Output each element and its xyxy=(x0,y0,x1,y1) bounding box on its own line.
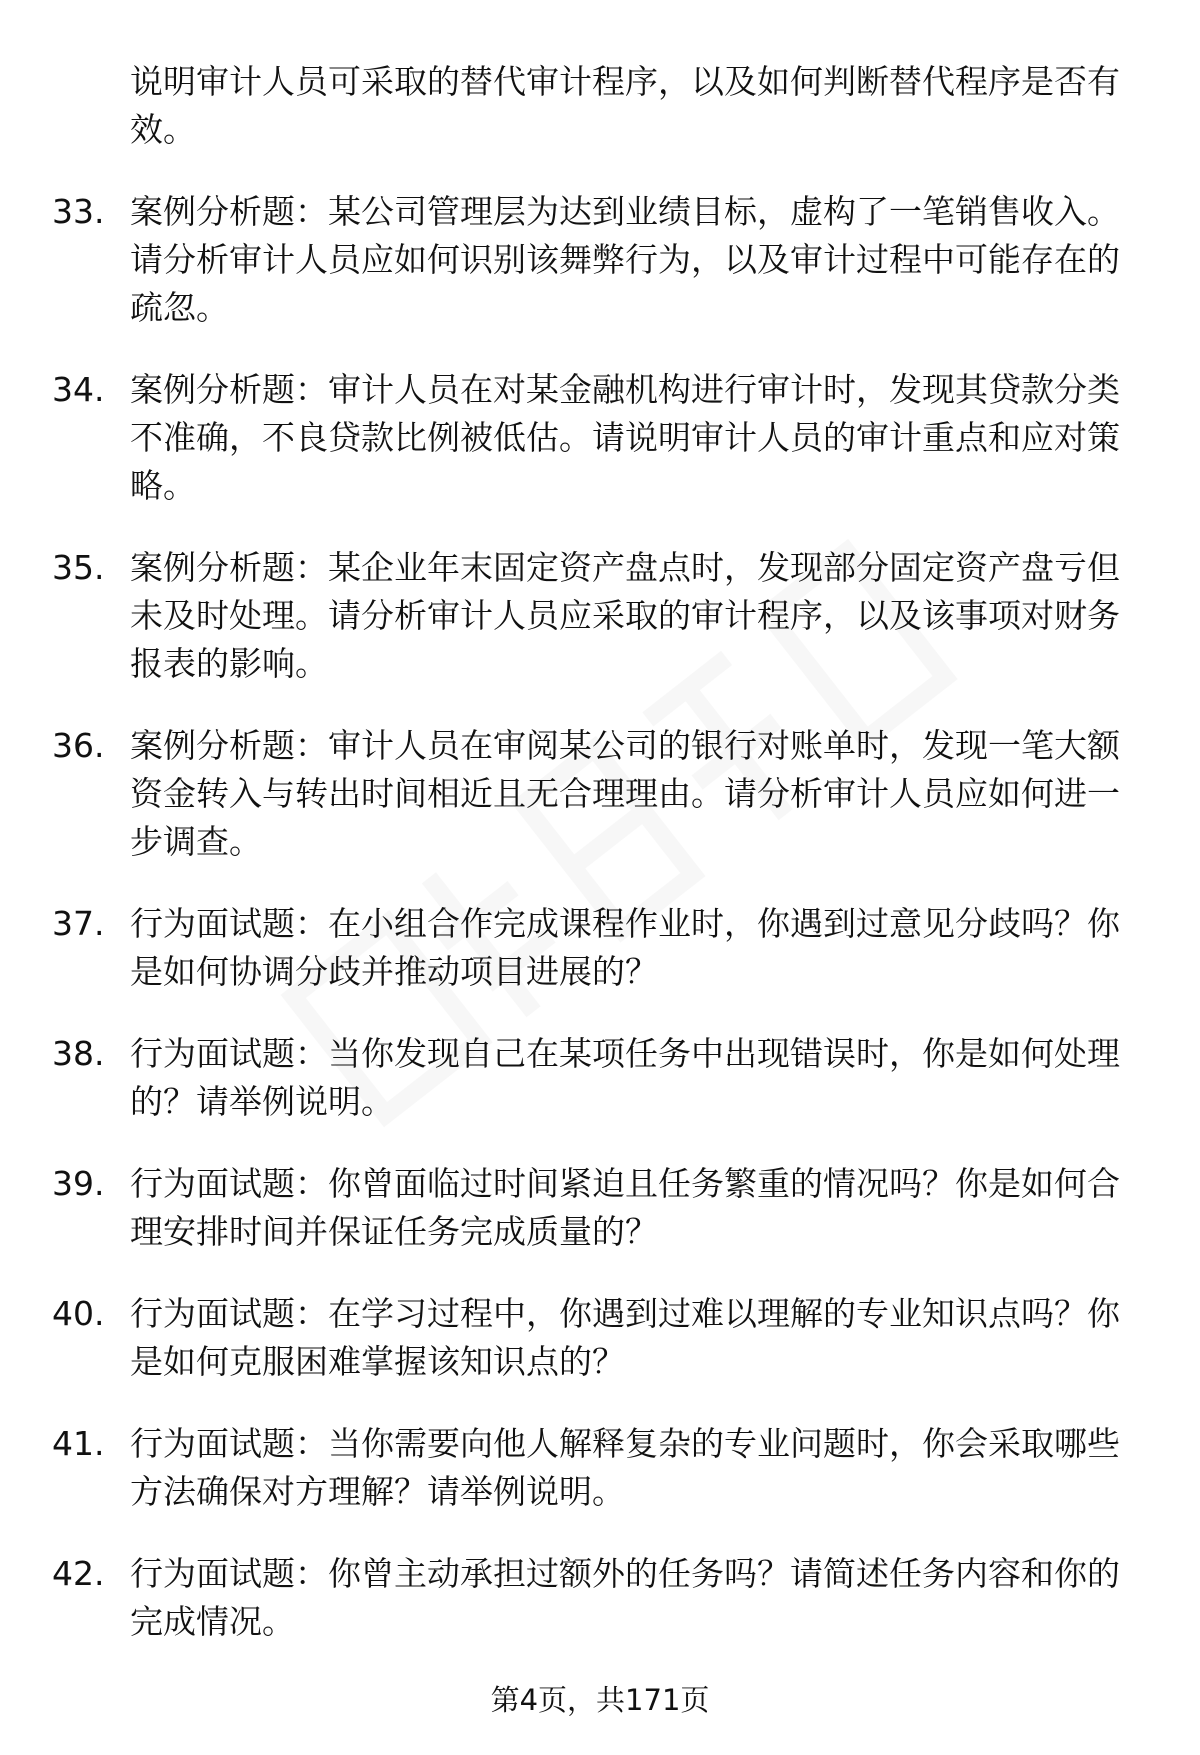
question-text: 案例分析题：某公司管理层为达到业绩目标，虚构了一笔销售收入。请分析审计人员应如何识别该舞弊行为，以及审计过程中可能存在的疏忽。 xyxy=(130,192,1120,327)
page-footer: 第4页，共171页 xyxy=(490,1683,710,1717)
question-text: 案例分析题：审计人员在对某金融机构进行审计时，发现其贷款分类不准确，不良贷款比例被低估。请说明审计人员的审计重点和应对策略。 xyxy=(130,370,1120,505)
question-item xyxy=(52,544,1142,688)
question-text: 案例分析题：审计人员在审阅某公司的银行对账单时，发现一笔大额资金转入与转出时间相近且无合理理由。请分析审计人员应如何进一步调查。 xyxy=(130,726,1120,861)
question-number: 42. xyxy=(52,1554,105,1593)
question-number: 41. xyxy=(52,1424,105,1463)
question-number: 34. xyxy=(52,370,105,409)
question-item xyxy=(52,188,1142,332)
question-list xyxy=(52,58,1142,1680)
question-item xyxy=(52,1550,1142,1646)
question-text: 行为面试题：当你需要向他人解释复杂的专业问题时，你会采取哪些方法确保对方理解？请举例说明。 xyxy=(130,1424,1120,1511)
question-item xyxy=(52,900,1142,996)
question-item xyxy=(52,366,1142,510)
question-number: 35. xyxy=(52,548,105,587)
question-text: 行为面试题：你曾主动承担过额外的任务吗？请简述任务内容和你的完成情况。 xyxy=(130,1554,1120,1641)
question-item xyxy=(52,1160,1142,1256)
question-number: 40. xyxy=(52,1294,105,1333)
question-item xyxy=(52,1290,1142,1386)
question-text: 行为面试题：你曾面临过时间紧迫且任务繁重的情况吗？你是如何合理安排时间并保证任务完成质量的？ xyxy=(130,1164,1120,1251)
question-text: 行为面试题：在小组合作完成课程作业时，你遇到过意见分歧吗？你是如何协调分歧并推动项目进展的？ xyxy=(130,904,1120,991)
question-item xyxy=(52,1420,1142,1516)
question-text: 案例分析题：某企业年末固定资产盘点时，发现部分固定资产盘亏但未及时处理。请分析审计人员应采取的审计程序，以及该事项对财务报表的影响。 xyxy=(130,548,1120,683)
question-number: 37. xyxy=(52,904,105,943)
question-text: 行为面试题：当你发现自己在某项任务中出现错误时，你是如何处理的？请举例说明。 xyxy=(130,1034,1120,1121)
question-text: 行为面试题：在学习过程中，你遇到过难以理解的专业知识点吗？你是如何克服困难掌握该知识点的？ xyxy=(130,1294,1120,1381)
question-number: 38. xyxy=(52,1034,105,1073)
question-number: 36. xyxy=(52,726,105,765)
question-item xyxy=(52,722,1142,866)
continuation-text: 说明审计人员可采取的替代审计程序，以及如何判断替代程序是否有效。 xyxy=(130,62,1120,149)
question-number: 33. xyxy=(52,192,105,231)
question-number: 39. xyxy=(52,1164,105,1203)
question-item xyxy=(52,1030,1142,1126)
